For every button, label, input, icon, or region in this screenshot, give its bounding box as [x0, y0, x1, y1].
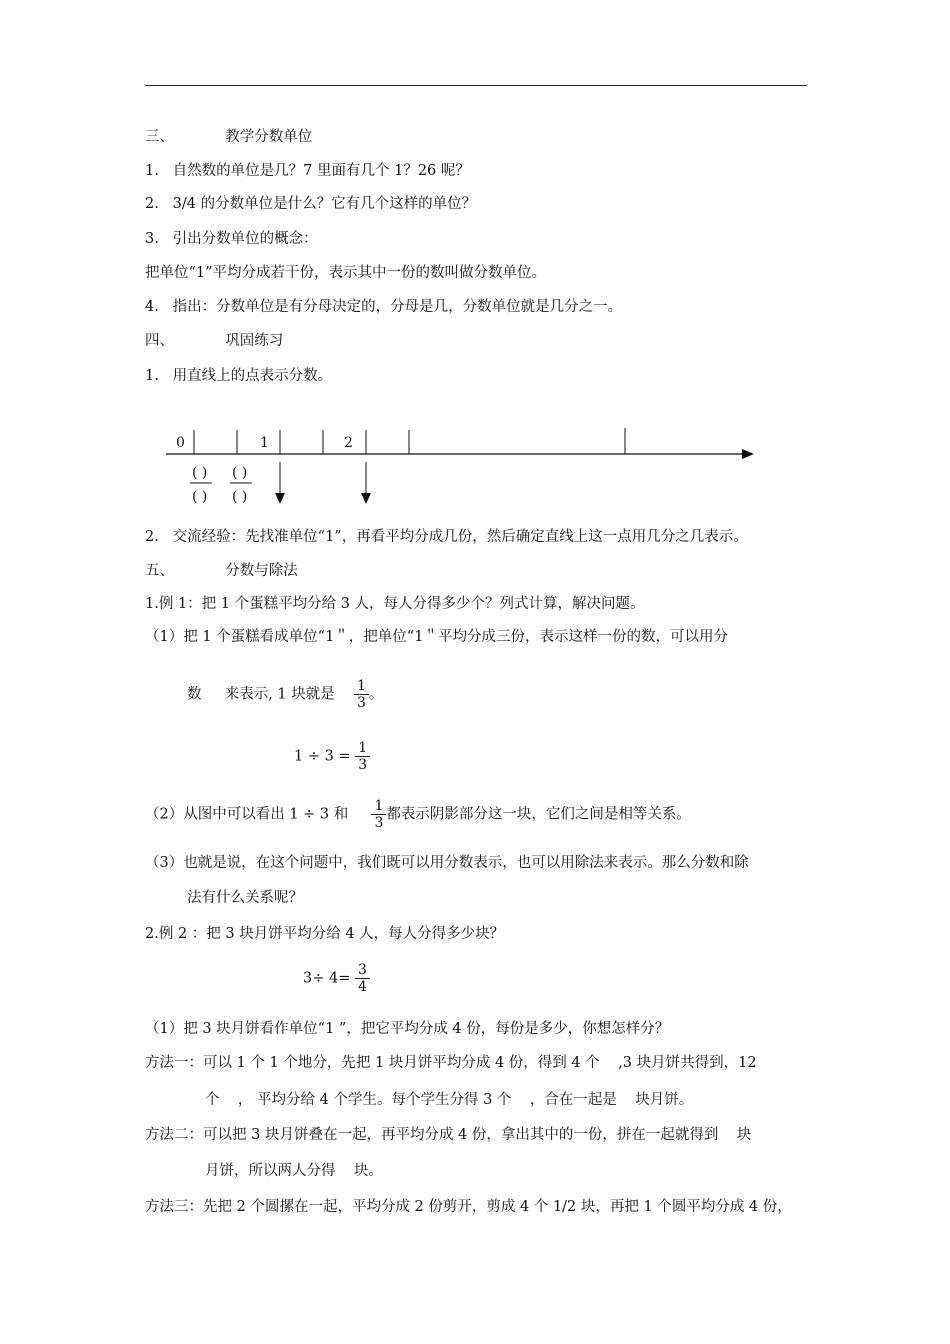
tick-label: 2 — [344, 435, 353, 451]
equation-text: 3÷ 4= — [303, 970, 351, 987]
definition-text: 把单位“1”平均分成若干份，表示其中一份的数叫做分数单位。 — [145, 265, 547, 281]
section-title: 教学分数单位 — [225, 129, 313, 145]
equation-2 — [303, 962, 370, 995]
number-line-diagram — [150, 420, 770, 515]
paragraph: 4. 指出：分数单位是有分母决定的，分母是几，分数单位就是几分之一。 — [145, 299, 623, 315]
paragraph — [145, 798, 691, 831]
fraction-three-quarters: $\frac{3}{4}$ — [355, 962, 370, 995]
example-heading: 1.例 1：把 1 个蛋糕平均分给 3 人，每人分得多少个？列式计算，解决问题。 — [145, 596, 645, 612]
paragraph: （1）把 1 个蛋糕看成单位“1＂，把单位“1＂平均分成三份，表示这样一份的数，可以用分 — [145, 629, 728, 645]
section-number: 三、 — [145, 129, 174, 145]
blank-denominator: ( ) — [192, 489, 208, 505]
tick-label: 0 — [176, 435, 185, 451]
method-1: 方法一：可以 1 个 1 个地分，先把 1 块月饼平均分成 4 份，得到 4 个 ,3 块月饼共得到，12 — [145, 1055, 757, 1071]
fraction-one-third: $\frac{1}{3}$ — [371, 798, 386, 831]
section-heading-3 — [145, 127, 312, 147]
section-heading-4 — [145, 331, 283, 351]
arrowhead — [742, 449, 754, 459]
method-2: 方法二：可以把 3 块月饼叠在一起，再平均分成 4 份，拿出其中的一份，拼在一起就得到 块 — [145, 1127, 752, 1143]
section-heading-5 — [145, 561, 298, 581]
paragraph: 1. 用直线上的点表示分数。 — [145, 368, 333, 384]
text: 来表示, 1 块就是 — [224, 686, 335, 703]
section-title: 巩固练习 — [225, 333, 284, 349]
blank-numerator: ( ) — [232, 465, 248, 481]
paragraph-continued: 法有什么关系呢？ — [187, 890, 303, 906]
text: 。 — [368, 686, 384, 703]
section-title: 分数与除法 — [225, 563, 298, 579]
fraction-one-third: $\frac{1}{3}$ — [354, 678, 369, 711]
paragraph: （1）把 3 块月饼看作单位“1 ”，把它平均分成 4 份，每份是多少，你想怎样分？ — [145, 1021, 670, 1037]
equation-1 — [294, 740, 370, 773]
paragraph-continued — [187, 678, 383, 711]
section-number: 五、 — [145, 563, 174, 579]
pointer-arrowhead — [275, 493, 285, 504]
method-3: 方法三：先把 2 个圆摞在一起，平均分成 2 份剪开，剪成 4 个 1/2 块，再把 1 个圆平均分成 4 份， — [145, 1199, 792, 1215]
equation-text: 1 ÷ 3 = — [294, 748, 351, 765]
fraction-one-third: $\frac{1}{3}$ — [355, 740, 370, 773]
blank-denominator: ( ) — [232, 489, 248, 505]
text: 数 — [187, 686, 202, 703]
paragraph: 3. 引出分数单位的概念： — [145, 231, 318, 247]
pointer-arrowhead — [361, 493, 371, 504]
text: 都表示阴影部分这一块，它们之间是相等关系。 — [386, 806, 691, 823]
example-heading: 2.例 2 ：把 3 块月饼平均分给 4 人，每人分得多少块？ — [145, 926, 505, 942]
paragraph: 2. 3/4 的分数单位是什么？它有几个这样的单位？ — [145, 196, 477, 212]
header-rule — [145, 85, 807, 86]
text: （2）从图中可以看出 1 ÷ 3 和 — [145, 806, 349, 823]
method-1-continued: 个 ， 平均分给 4 个学生。每个学生分得 3 个 ，合在一起是 块月饼。 — [205, 1092, 694, 1108]
paragraph: （3）也就是说，在这个问题中，我们既可以用分数表示，也可以用除法来表示。那么分数和除 — [145, 855, 749, 871]
method-2-continued: 月饼，所以两人分得 块。 — [205, 1163, 383, 1179]
tick-label: 1 — [260, 435, 269, 451]
blank-numerator: ( ) — [192, 465, 208, 481]
paragraph: 2. 交流经验：先找准单位“1”，再看平均分成几份，然后确定直线上这一点用几分之几表示。 — [145, 529, 748, 545]
paragraph: 1. 自然数的单位是几？7 里面有几个 1？26 呢？ — [145, 163, 470, 179]
section-number: 四、 — [145, 333, 174, 349]
